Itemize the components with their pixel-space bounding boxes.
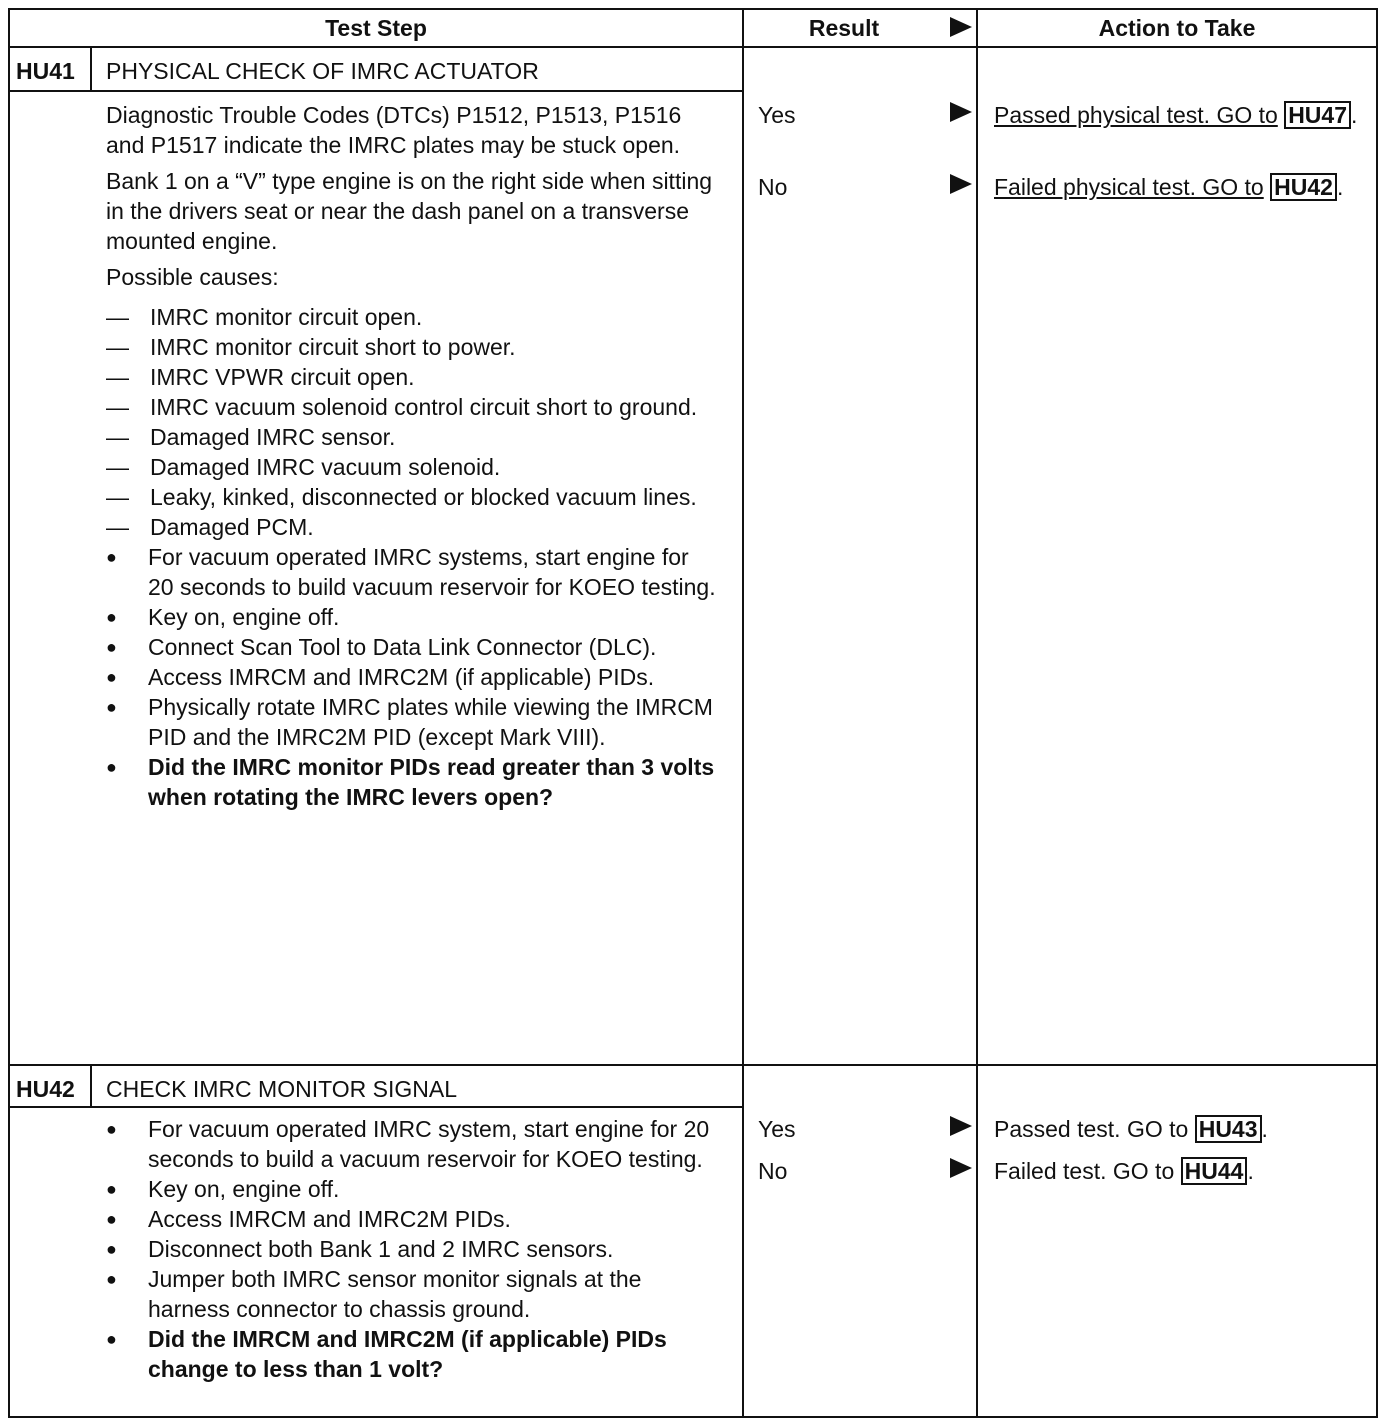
cause-item: — IMRC VPWR circuit open. (106, 362, 716, 392)
header-test-step: Test Step (325, 14, 427, 41)
cause-item: — Damaged PCM. (106, 512, 716, 542)
action-text: Passed physical test. GO to (994, 102, 1278, 128)
result-yes-hu42: Yes (758, 1116, 796, 1142)
procedure-item: ● Key on, engine off. (106, 1174, 716, 1204)
arrow-icon (950, 174, 972, 194)
header-action: Action to Take (1098, 14, 1256, 41)
cause-item: — IMRC monitor circuit short to power. (106, 332, 716, 362)
cause-item: — Damaged IMRC vacuum solenoid. (106, 452, 716, 482)
action-period: . (1261, 1116, 1268, 1142)
action-text: Failed test. GO to (994, 1158, 1175, 1184)
cause-item: — IMRC monitor circuit open. (106, 302, 716, 332)
procedure-list-hu41 (106, 542, 716, 812)
action-period: . (1351, 102, 1358, 128)
header-rule (10, 46, 1376, 48)
step-title-hu42: CHECK IMRC MONITOR SIGNAL (106, 1076, 457, 1102)
column-divider-result (742, 10, 744, 1416)
action-period: . (1247, 1158, 1254, 1184)
procedure-item: ● For vacuum operated IMRC system, start engine for 20 seconds to build a vacuum reservoir for KOEO testing. (106, 1114, 716, 1174)
result-no-hu41: No (758, 174, 788, 200)
procedure-item: ● Jumper both IMRC sensor monitor signals at the harness connector to chassis ground. (106, 1264, 716, 1324)
action-yes-hu41 (994, 100, 1364, 130)
header-result: Result (808, 14, 880, 41)
procedure-item: ● Access IMRCM and IMRC2M PIDs. (106, 1204, 716, 1234)
hu41-paragraph: Possible causes: (106, 264, 279, 290)
diagnostic-table (8, 8, 1378, 1418)
procedure-list-hu42 (106, 1114, 716, 1384)
decision-question: ● Did the IMRCM and IMRC2M (if applicable) PIDs change to less than 1 volt? (106, 1324, 716, 1384)
hu42-title-rule (10, 1106, 742, 1108)
action-text: Passed test. GO to (994, 1116, 1189, 1142)
arrow-icon (950, 1116, 972, 1136)
procedure-item: ● For vacuum operated IMRC systems, start engine for 20 seconds to build vacuum reservoir for KOEO testing. (106, 542, 716, 602)
action-no-hu41 (994, 172, 1364, 202)
step-separator-rule (10, 1064, 1376, 1066)
procedure-item: ● Connect Scan Tool to Data Link Connector (DLC). (106, 632, 716, 662)
goto-ref-hu43[interactable]: HU43 (1195, 1115, 1262, 1143)
action-text: Failed physical test. GO to (994, 174, 1264, 200)
result-no-hu42: No (758, 1158, 788, 1184)
cause-item: — Leaky, kinked, disconnected or blocked vacuum lines. (106, 482, 716, 512)
hu41-paragraph: Bank 1 on a “V” type engine is on the right side when sitting in the drivers seat or near the dash panel on a transverse mounted engine. (106, 168, 713, 254)
cause-item: — IMRC vacuum solenoid control circuit short to ground. (106, 392, 716, 422)
hu41-paragraph: Diagnostic Trouble Codes (DTCs) P1512, P1513, P1516 and P1517 indicate the IMRC plates may be stuck open. (106, 102, 682, 158)
goto-ref-hu47[interactable]: HU47 (1284, 101, 1351, 129)
possible-causes-list (106, 302, 716, 542)
procedure-item: ● Key on, engine off. (106, 602, 716, 632)
result-yes-hu41: Yes (758, 102, 796, 128)
step-id-hu42: HU42 (16, 1076, 75, 1102)
action-yes-hu42 (994, 1114, 1364, 1144)
goto-ref-hu44[interactable]: HU44 (1181, 1157, 1248, 1185)
action-period: . (1336, 174, 1344, 200)
step-id-hu41: HU41 (16, 58, 75, 84)
hu41-title-rule (10, 90, 742, 92)
procedure-item: ● Access IMRCM and IMRC2M (if applicable) PIDs. (106, 662, 716, 692)
column-divider-action (976, 10, 978, 1416)
decision-question: ● Did the IMRC monitor PIDs read greater than 3 volts when rotating the IMRC levers open? (106, 752, 716, 812)
id-divider-hu41 (90, 48, 92, 90)
action-no-hu42 (994, 1156, 1364, 1186)
cause-item: — Damaged IMRC sensor. (106, 422, 716, 452)
goto-ref-hu42[interactable]: HU42 (1270, 173, 1337, 201)
step-title-hu41: PHYSICAL CHECK OF IMRC ACTUATOR (106, 58, 539, 84)
step-body-hu42 (106, 1114, 716, 1384)
arrow-icon (950, 102, 972, 122)
id-divider-hu42 (90, 1066, 92, 1108)
procedure-item: ● Physically rotate IMRC plates while viewing the IMRCM PID and the IMRC2M PID (except Mark VIII). (106, 692, 716, 752)
header-arrow-icon (950, 17, 972, 37)
procedure-item: ● Disconnect both Bank 1 and 2 IMRC sensors. (106, 1234, 716, 1264)
step-body-hu41 (106, 100, 716, 812)
arrow-icon (950, 1158, 972, 1178)
